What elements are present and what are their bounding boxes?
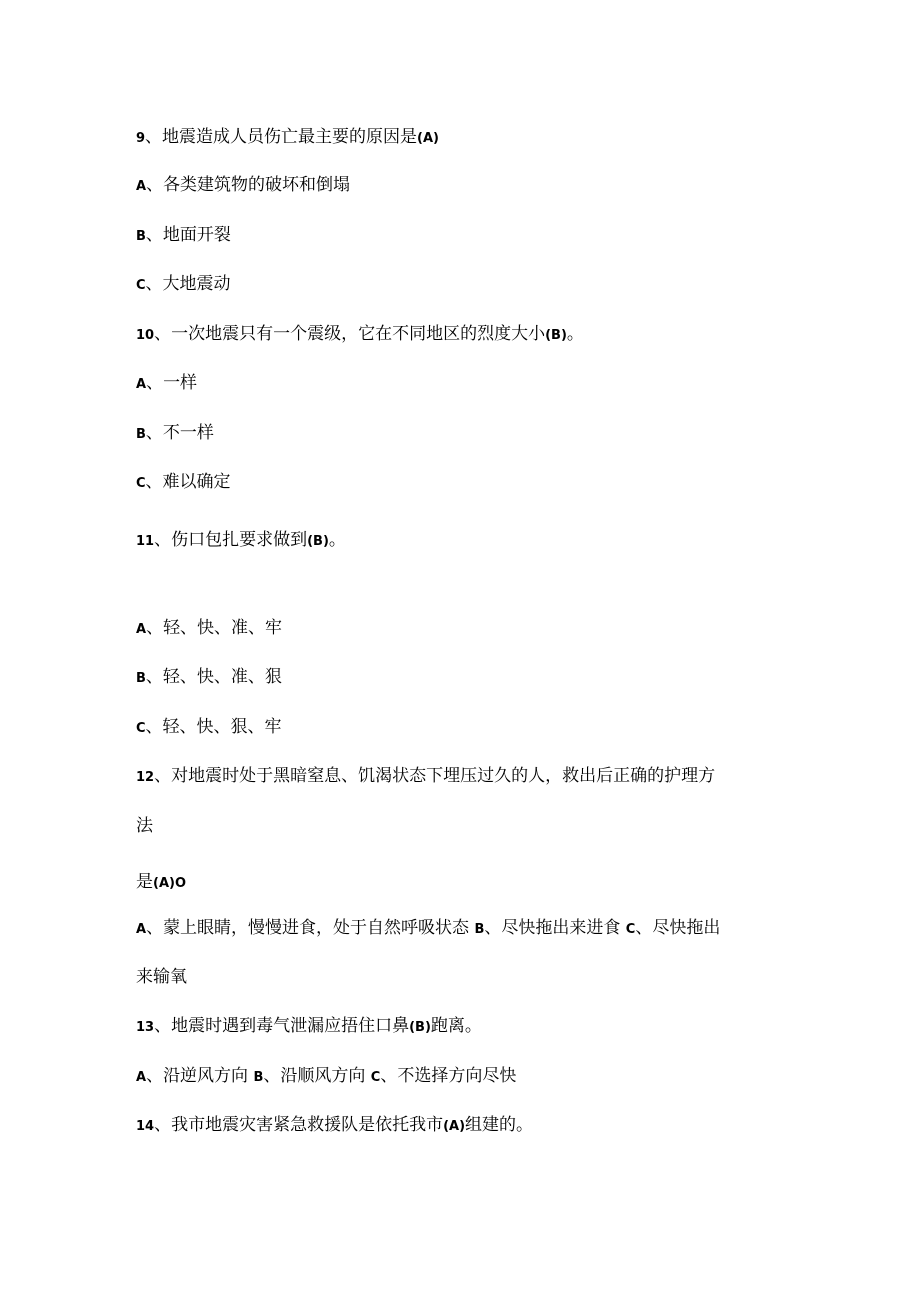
question-11-option-c <box>136 716 282 740</box>
question-12-stem <box>136 765 715 789</box>
option-letter: A <box>136 179 147 194</box>
option-text: 大地震动 <box>162 274 231 294</box>
option-text: 轻、快、准、牢 <box>163 618 283 638</box>
question-text: 地震时遇到毒气泄漏应捂住口鼻 <box>171 1016 410 1036</box>
separator: 、 <box>154 1115 172 1135</box>
question-number: 12 <box>136 770 155 785</box>
question-10-option-a <box>136 372 197 396</box>
option-text: 轻、快、狠、牢 <box>162 717 282 737</box>
question-12-stem-end <box>136 871 186 895</box>
option-text: 尽快拖出来进食 <box>501 918 621 938</box>
option-text: 各类建筑物的破坏和倒塌 <box>163 175 351 195</box>
separator: 、 <box>145 717 163 737</box>
option-text: 来输氧 <box>136 967 187 987</box>
question-11-option-b <box>136 666 282 690</box>
separator: 、 <box>635 918 653 938</box>
question-number: 13 <box>136 1020 155 1035</box>
option-letter: B <box>136 229 146 244</box>
answer-key: (A)O <box>153 876 186 891</box>
question-13-stem <box>136 1015 482 1039</box>
answer-key: (A) <box>443 1119 466 1134</box>
option-letter: B <box>136 671 146 686</box>
separator: 、 <box>154 766 172 786</box>
option-letter: A <box>136 1070 147 1085</box>
separator: 、 <box>145 667 163 687</box>
option-letter: B <box>136 427 146 442</box>
option-letter: A <box>136 922 147 937</box>
option-text: 不一样 <box>162 423 214 443</box>
separator: 、 <box>154 324 172 344</box>
question-text: 是 <box>136 872 153 892</box>
option-text: 不选择方向尽快 <box>397 1066 517 1086</box>
question-tail: 组建的。 <box>465 1115 534 1135</box>
option-letter: C <box>136 278 146 293</box>
question-10-option-c <box>136 471 231 495</box>
question-tail: 。 <box>566 324 584 344</box>
separator: 、 <box>484 918 502 938</box>
question-12-options <box>136 917 720 941</box>
separator: 、 <box>146 1066 164 1086</box>
option-text: 蒙上眼睛，慢慢进食，处于自然呼吸状态 <box>163 918 470 938</box>
question-tail: 。 <box>328 530 346 550</box>
question-11-option-a <box>136 617 282 641</box>
option-text: 一样 <box>163 373 198 393</box>
question-10-option-b <box>136 422 214 446</box>
option-text: 尽快拖出 <box>652 918 721 938</box>
separator: 、 <box>146 373 164 393</box>
question-text: 对地震时处于黑暗窒息、饥渴状态下埋压过久的人，救出后正确的护理方 <box>171 766 716 786</box>
question-text: 法 <box>136 816 153 836</box>
question-text: 我市地震灾害紧急救援队是依托我市 <box>171 1115 444 1135</box>
question-text: 伤口包扎要求做到 <box>171 530 308 550</box>
option-letter: C <box>370 1070 381 1085</box>
separator: 、 <box>145 423 163 443</box>
question-9-option-b <box>136 224 231 248</box>
separator: 、 <box>145 274 163 294</box>
question-text: 一次地震只有一个震级，它在不同地区的烈度大小 <box>171 324 546 344</box>
separator: 、 <box>145 472 163 492</box>
option-text: 沿顺风方向 <box>280 1066 366 1086</box>
question-13-options <box>136 1065 516 1089</box>
question-14-stem <box>136 1114 533 1138</box>
question-text: 地震造成人员伤亡最主要的原因是 <box>162 127 418 147</box>
question-number: 11 <box>136 534 155 549</box>
option-letter: C <box>136 721 146 736</box>
separator: 、 <box>145 127 163 147</box>
question-9-stem <box>136 126 439 150</box>
separator: 、 <box>154 530 172 550</box>
answer-key: (A) <box>417 131 439 146</box>
option-text: 轻、快、准、狠 <box>162 667 282 687</box>
question-number: 10 <box>136 328 155 343</box>
separator: 、 <box>263 1066 281 1086</box>
option-letter: B <box>253 1070 264 1085</box>
question-9-option-a <box>136 174 350 198</box>
question-number: 14 <box>136 1119 155 1134</box>
separator: 、 <box>146 618 164 638</box>
answer-key: (B) <box>409 1020 431 1035</box>
question-tail: 跑离。 <box>430 1016 482 1036</box>
option-letter: B <box>474 922 485 937</box>
separator: 、 <box>380 1066 398 1086</box>
separator: 、 <box>146 918 164 938</box>
option-letter: C <box>625 922 636 937</box>
separator: 、 <box>146 175 164 195</box>
question-number: 9 <box>136 131 146 146</box>
option-letter: C <box>136 476 146 491</box>
question-9-option-c <box>136 273 231 297</box>
question-11-stem <box>136 529 346 553</box>
question-12-options-cont <box>136 966 187 988</box>
question-12-stem-cont <box>136 815 153 837</box>
option-letter: A <box>136 377 147 392</box>
option-text: 地面开裂 <box>162 225 231 245</box>
option-text: 沿逆风方向 <box>163 1066 249 1086</box>
question-10-stem <box>136 323 584 347</box>
answer-key: (B) <box>545 328 567 343</box>
option-text: 难以确定 <box>162 472 231 492</box>
option-letter: A <box>136 622 147 637</box>
separator: 、 <box>154 1016 172 1036</box>
separator: 、 <box>145 225 163 245</box>
answer-key: (B) <box>307 534 329 549</box>
